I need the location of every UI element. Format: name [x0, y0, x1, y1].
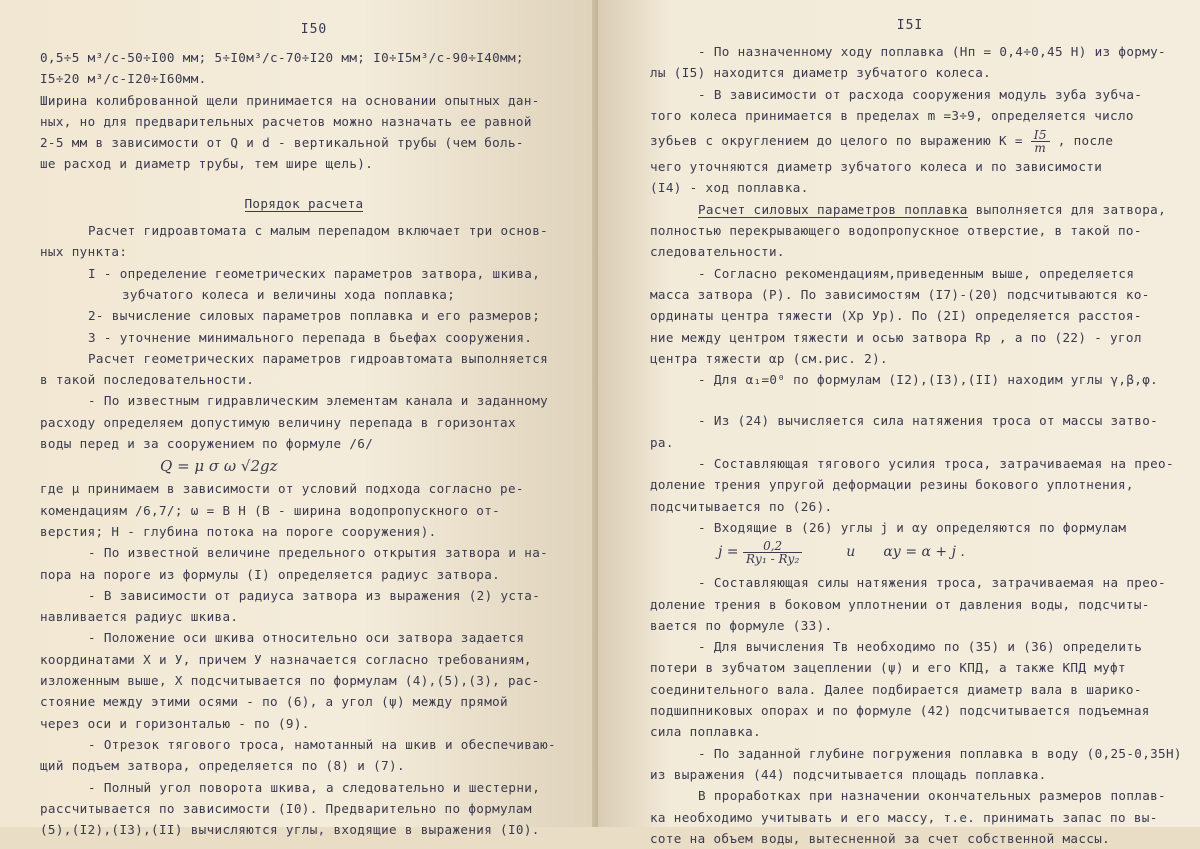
text-line: через оси и горизонталью - по (9). — [40, 715, 310, 731]
text-line: чего уточняются диаметр зубчатого колеса и по зависимости — [650, 159, 1103, 175]
text-line: навливается радиус шкива. — [40, 609, 239, 625]
fraction-numerator: 0,2 — [743, 540, 802, 553]
left-page — [0, 0, 598, 838]
text-line: - Согласно рекомендациям,приведенным выше, определяется — [698, 265, 1135, 281]
text-line: - Входящие в (26) углы j и αу определяются по формулам — [698, 519, 1127, 535]
text-fragment: выполняется для затвора, — [975, 201, 1167, 217]
text-line: I - определение геометрических параметров затвора, шкива, — [88, 265, 541, 281]
text-line: - По заданной глубине погружения поплавка в воду (0,25-0,35Н) — [698, 745, 1182, 761]
spacer — [650, 390, 1160, 410]
text-line: 3 - уточнение минимального перепада в бьефах сооружения. — [88, 329, 533, 345]
text-line: Расчет гидроавтомата с малым перепадом включает три основ- — [88, 223, 549, 239]
text-line: рассчитывается по зависимости (I0). Предварительно по формулам — [40, 800, 532, 816]
text-line: воды перед и за сооружением по формуле /6/ — [40, 436, 374, 452]
text-line: ше расход и диаметр трубы, тем шире щель). — [40, 156, 374, 172]
formula-angles — [650, 538, 1160, 572]
text-line: - Положение оси шкива относительно оси затвора задается — [88, 630, 525, 646]
text-line: того колеса принимается в пределах m =3÷9, определяется число — [650, 107, 1134, 123]
formula-rhs: αу = α + j . — [883, 544, 965, 561]
text-line: - По назначенному ходу поплавка (Нп = 0,4÷0,45 Н) из форму- — [698, 44, 1166, 59]
section-heading — [40, 193, 548, 214]
text-line: полностью перекрывающего водопропускное отверстие, в такой по- — [650, 223, 1142, 239]
text-line: верстия; Н - глубина потока на пороге сооружения). — [40, 523, 437, 539]
text-line: доление трения в боковом уплотнении от давления воды, подсчиты- — [650, 596, 1150, 612]
text-line: подсчитывается по (26). — [650, 498, 833, 514]
text-line: пора на пороге из формулы (I) определяется радиус затвора. — [40, 566, 501, 582]
text-line: ординаты центра тяжести (Хр Ур). По (2I) определяется расстоя- — [650, 308, 1142, 324]
formula-and: и — [846, 544, 856, 561]
text-line: зубчатого колеса и величины хода поплавка; — [122, 286, 456, 302]
text-line: ние между центром тяжести и осью затвора Rр , а по (22) - угол — [650, 329, 1142, 345]
text-line: лы (I5) находится диаметр зубчатого колеса. — [650, 65, 992, 81]
text-line: ных, но для предварительных расчетов можно назначать ее равной — [40, 113, 532, 129]
text-line: - Составляющая тягового усилия троса, затрачиваемая на прео- — [698, 456, 1174, 472]
formula-lhs: j = — [718, 544, 739, 561]
spacer — [40, 175, 548, 193]
text-line: - Составляющая силы натяжения троса, затрачиваемая на прео- — [698, 575, 1166, 591]
text-line: вается по формуле (33). — [650, 617, 833, 633]
fraction-j — [743, 540, 802, 565]
text-line: Расчет геометрических параметров гидроавтомата выполняется — [88, 350, 549, 366]
text-line: ка необходимо учитывать и его массу, т.е. принимать запас по вы- — [650, 809, 1158, 825]
text-line: стояние между этими осями - по (6), а угол (ψ) между прямой — [40, 694, 508, 710]
text-line: - Полный угол поворота шкива, а следовательно и шестерни, — [88, 779, 541, 795]
text-line: - По известной величине предельного открытия затвора и на- — [88, 545, 549, 561]
text-line: - По известным гидравлическим элементам канала и заданному — [88, 393, 549, 409]
text-line: - Для вычисления Тв необходимо по (35) и (36) определить — [698, 639, 1143, 655]
text-line: где μ принимаем в зависимости от условий подхода согласно ре- — [40, 481, 524, 497]
text-line: центра тяжести αр (см.рис. 2). — [650, 350, 888, 366]
text-line: Ширина колиброванной щели принимается на основании опытных дан- — [40, 92, 540, 108]
text-line: - В зависимости от радиуса затвора из выражения (2) уста- — [88, 587, 541, 603]
fraction-numerator: I5 — [1031, 129, 1050, 142]
text-fragment: зубьев с округлением до целого по выражению К = — [650, 133, 1023, 149]
text-line: сила поплавка. — [650, 724, 762, 740]
text-line: - Для α₁=0⁰ по формулам (I2),(I3),(II) находим углы γ,β,φ. — [698, 372, 1159, 388]
text-line: ра. — [650, 434, 674, 450]
text-line: - Из (24) вычисляется сила натяжения троса от массы затво- — [698, 413, 1159, 429]
text-line: комендациям /6,7/; ω = В Н (В - ширина водопропускного от- — [40, 502, 501, 518]
page-number-right: I5I — [896, 18, 924, 33]
text-line: щий подъем затвора, определяется по (8) и (7). — [40, 758, 405, 774]
text-line: следовательности. — [650, 244, 785, 260]
text-line: изложенным выше, X подсчитывается по формулам (4),(5),(3), рас- — [40, 673, 540, 689]
text-line: потери в зубчатом зацеплении (ψ) и его КПД, а также КПД муфт — [650, 660, 1126, 676]
formula-discharge: Q = μ σ ω √2gz — [160, 457, 278, 476]
text-line: из выражения (44) подсчитывается площадь поплавка. — [650, 766, 1047, 782]
text-line: подшипниковых опорах и по формуле (42) подсчитывается подъемная — [650, 703, 1150, 719]
text-line-with-fraction — [650, 126, 1160, 156]
text-line: (I4) - ход поплавка. — [650, 180, 809, 196]
text-line: соединительного вала. Далее подбирается диаметр вала в шарико- — [650, 681, 1142, 697]
fraction-k — [1031, 129, 1050, 154]
text-line: 2- вычисление силовых параметров поплавка и его размеров; — [88, 308, 541, 324]
text-line: - В зависимости от расхода сооружения модуль зуба зубча- — [698, 86, 1143, 102]
underlined-phrase: Расчет силовых параметров поплавка — [698, 201, 968, 217]
text-line: (5),(I2),(I3),(II) вычисляются углы, входящие в выражения (I0). — [40, 822, 540, 838]
text-line: масса затвора (Р). По зависимостям (I7)-(20) подсчитываются ко- — [650, 286, 1150, 302]
text-line: I5÷20 м³/с-I20÷I60мм. — [40, 71, 207, 87]
text-line: соте на объем воды, вытесненной за счет собственной массы. — [650, 830, 1111, 846]
text-line: доление трения упругой деформации резины бокового уплотнения, — [650, 477, 1134, 493]
text-line: координатами X и У, причем У назначается согласно требованиям, — [40, 651, 532, 667]
page-number-left: I50 — [300, 22, 328, 37]
text-line: - Отрезок тягового троса, намотанный на шкив и обеспечиваю- — [88, 736, 556, 752]
text-line-underlined — [650, 199, 1167, 220]
text-fragment: , после — [1057, 133, 1114, 149]
section-heading-text: Порядок расчета — [244, 195, 364, 211]
right-page — [598, 0, 1200, 846]
fraction-denominator: Rу₁ - Rу₂ — [745, 551, 800, 566]
text-line: В проработках при назначении окончательных размеров поплав- — [698, 788, 1166, 804]
text-line: ных пункта: — [40, 244, 128, 260]
text-line: 0,5÷5 м³/с-50÷I00 мм; 5÷I0м³/с-70÷I20 мм; I0÷I5м³/с-90÷I40мм; — [40, 50, 524, 65]
text-line: в такой последовательности. — [40, 372, 255, 388]
text-line: расходу определяем допустимую величину перепада в горизонтах — [40, 414, 516, 430]
text-line: 2-5 мм в зависимости от Q и d - вертикальной трубы (чем боль- — [40, 135, 524, 151]
fraction-denominator: m — [1034, 141, 1047, 156]
